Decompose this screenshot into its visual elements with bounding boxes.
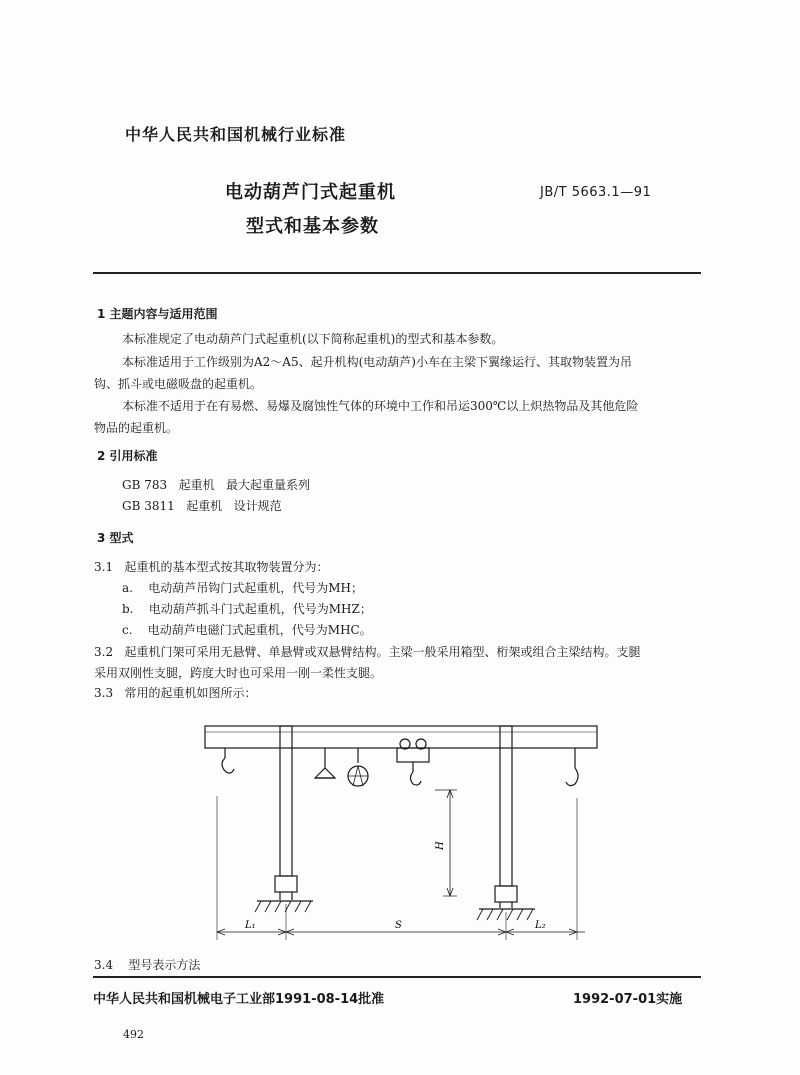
item-b: b. 电动葫芦抓斗门式起重机，代号为MHZ； xyxy=(122,602,372,616)
section-1-para-2b: 钩、抓斗或电磁吸盘的起重机。 xyxy=(94,377,263,391)
left-hook xyxy=(222,758,234,773)
label-L2: L₂ xyxy=(535,920,546,931)
section-3-heading: 3 型式 xyxy=(97,531,134,545)
item-c: c. 电动葫芦电磁门式起重机，代号为MHC。 xyxy=(122,623,372,637)
main-girder xyxy=(205,726,597,748)
clause-3-1: 3.1 起重机的基本型式按其取物装置分为： xyxy=(94,560,329,574)
clause-3-4: 3.4 型号表示方法 xyxy=(94,958,201,972)
hoist-trolley xyxy=(397,748,429,762)
right-leg xyxy=(500,726,512,886)
footer-rule xyxy=(93,976,701,978)
item-a: a. 电动葫芦吊钩门式起重机，代号为MH； xyxy=(122,581,363,595)
section-1-para-1: 本标准规定了电动葫芦门式起重机(以下简称起重机)的型式和基本参数。 xyxy=(122,332,504,346)
reference-gb783: GB 783 起重机 最大起重量系列 xyxy=(122,478,311,492)
section-2-heading: 2 引用标准 xyxy=(97,449,158,463)
section-1-para-3a: 本标准不适用于在有易燃、易爆及腐蚀性气体的环境中工作和吊运300℃以上炽热物品及其他危险 xyxy=(122,399,639,413)
section-1-para-3b: 物品的起重机。 xyxy=(94,421,179,435)
section-1-para-2a: 本标准适用于工作级别为A2～A5、起升机构(电动葫芦)小车在主梁下翼缘运行、其取物装置为吊 xyxy=(122,355,632,369)
document-title: 电动葫芦门式起重机 xyxy=(225,182,396,203)
implementation-date: 1992-07-01实施 xyxy=(573,992,683,1007)
clause-3-3: 3.3 常用的起重机如图所示： xyxy=(94,686,257,700)
label-H: H xyxy=(435,841,446,850)
clause-3-2b: 采用双刚性支腿，跨度大时也可采用一刚一柔性支腿。 xyxy=(94,666,383,680)
label-S: S xyxy=(395,920,402,931)
standard-number: JB/T 5663.1—91 xyxy=(540,185,652,200)
issuing-organization: 中华人民共和国机械行业标准 xyxy=(125,125,347,144)
reference-gb3811: GB 3811 起重机 设计规范 xyxy=(122,499,282,513)
approval-statement: 中华人民共和国机械电子工业部1991-08-14批准 xyxy=(93,992,385,1007)
label-L1: L₁ xyxy=(245,920,256,931)
clause-3-2a: 3.2 起重机门架可采用无悬臂、单悬臂或双悬臂结构。主梁一般采用箱型、桁架或组合主梁结构。支腿 xyxy=(94,645,641,659)
page-number: 492 xyxy=(123,1028,144,1041)
section-1-heading: 1 主题内容与适用范围 xyxy=(97,307,218,321)
header-rule xyxy=(93,272,701,274)
right-hook xyxy=(566,768,578,786)
document-subtitle: 型式和基本参数 xyxy=(246,216,379,237)
gantry-crane-figure xyxy=(195,718,605,948)
magnet xyxy=(315,768,335,778)
